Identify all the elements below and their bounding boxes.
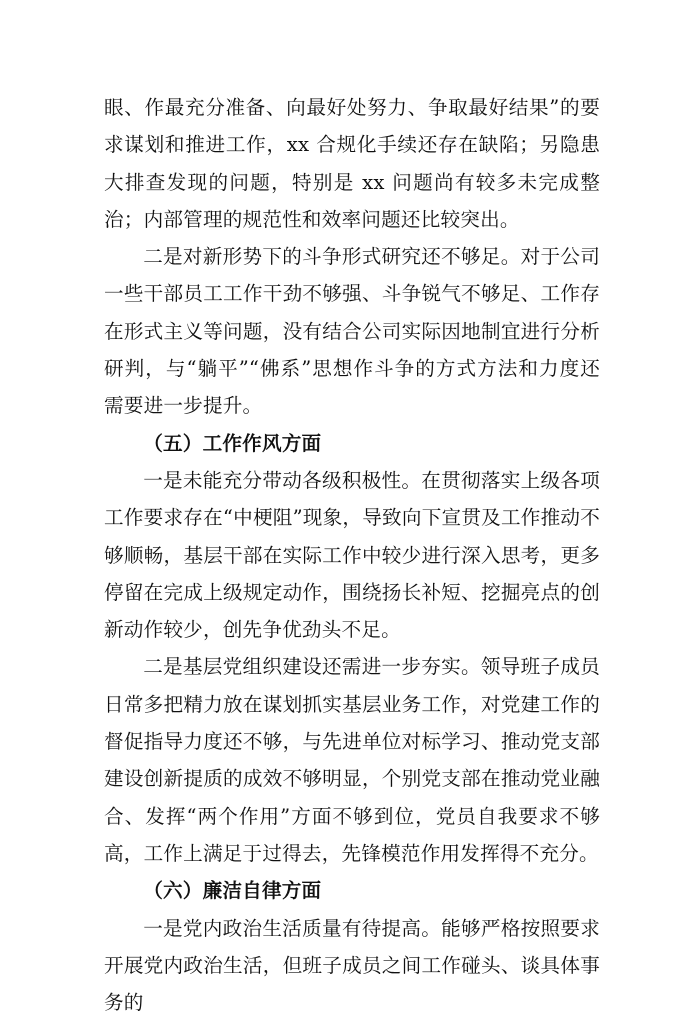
paragraph-political-life: 一是党内政治生活质量有待提高。能够严格按照要求开展党内政治生活，但班子成员之间工作碰头、谈具体事务的 — [104, 916, 600, 1015]
paragraph-initiative: 一是未能充分带动各级积极性。在贯彻落实上级各项工作要求存在“中梗阻”现象，导致向下宣贯及工作推动不够顺畅，基层干部在实际工作中较少进行深入思考，更多停留在完成上级规定动作，围绕扬长补短、挖掘亮点的创新动作较少，创先争优劲头不足。 — [104, 468, 600, 642]
section-heading-integrity: （六）廉洁自律方面 — [143, 879, 322, 903]
section-heading-work-style: （五）工作作风方面 — [143, 431, 322, 455]
paragraph-continuation: 眼、作最充分准备、向最好处努力、争取最好结果”的要求谋划和推进工作，xx 合规化手续还存在缺陷；另隐患大排查发现的问题，特别是 xx 问题尚有较多未完成整治；内部管理的规范性和效率问题还比较突出。 — [104, 96, 600, 231]
paragraph-party-building: 二是基层党组织建设还需进一步夯实。领导班子成员日常多把精力放在谋划抓实基层业务工作，对党建工作的督促指导力度还不够，与先进单位对标学习、推动党支部建设创新提质的成效不够明显，个别党支部在推动党业融合、发挥“两个作用”方面不够到位，党员自我要求不够高，工作上满足于过得去，先锋模范作用发挥得不充分。 — [104, 655, 600, 865]
paragraph-struggle-research: 二是对新形势下的斗争形式研究还不够足。对于公司一些干部员工工作干劲不够强、斗争锐气不够足、工作存在形式主义等问题，没有结合公司实际因地制宜进行分析研判，与“躺平”“佛系”思想作斗争的方式方法和力度还需要进一步提升。 — [104, 245, 600, 418]
document-body — [104, 89, 600, 1021]
